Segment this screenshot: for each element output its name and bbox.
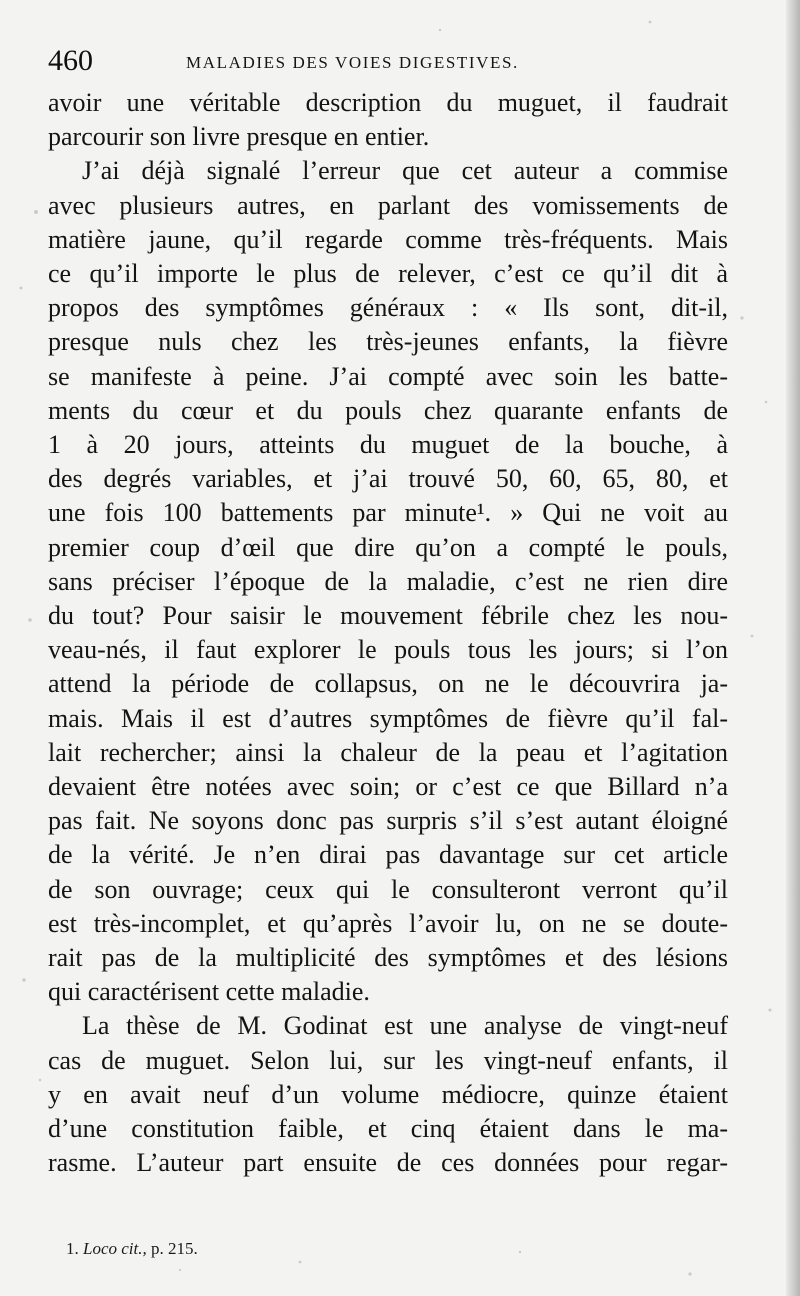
text-line: de son ouvrage; ceux qui le consulteront verront qu’il — [48, 874, 728, 904]
text-line: ments du cœur et du pouls chez quarante enfants de — [48, 395, 728, 425]
footnote — [66, 1238, 198, 1260]
text-line: 1 à 20 jours, atteints du muguet de la bouche, à — [48, 430, 728, 460]
text-line: presque nuls chez les très-jeunes enfants, la fièvre — [48, 327, 728, 357]
page-header — [48, 44, 738, 80]
text-line: cas de muguet. Selon lui, sur les vingt-neuf enfants, il — [48, 1045, 728, 1075]
text-line: devaient être notées avec soin; or c’est ce que Billard n’a — [48, 772, 728, 802]
text-line: une fois 100 battements par minute¹. » Qui ne voit au — [48, 498, 728, 528]
text-line: d’une constitution faible, et cinq étaient dans le ma- — [48, 1114, 728, 1144]
text-line: propos des symptômes généraux : « Ils sont, dit-il, — [48, 293, 728, 323]
text-line: attend la période de collapsus, on ne le découvrira ja- — [48, 669, 728, 699]
footnote-number: 1. — [66, 1239, 79, 1258]
text-line: sans préciser l’époque de la maladie, c’est ne rien dire — [48, 566, 728, 596]
body-text — [48, 86, 728, 1181]
text-line: rasme. L’auteur part ensuite de ces données pour regar- — [48, 1148, 728, 1178]
text-line: veau-nés, il faut explorer le pouls tous les jours; si l’on — [48, 635, 728, 665]
text-line: avec plusieurs autres, en parlant des vomissements de — [48, 190, 728, 220]
text-line: parcourir son livre presque en entier. — [48, 122, 430, 152]
text-line: La thèse de M. Godinat est une analyse de vingt-neuf — [82, 1011, 728, 1041]
text-line: J’ai déjà signalé l’erreur que cet auteur a commise — [82, 156, 728, 186]
text-line: mais. Mais il est d’autres symptômes de fièvre qu’il fal- — [48, 703, 728, 733]
text-line: rait pas de la multiplicité des symptômes et des lésions — [48, 943, 728, 973]
text-line: pas fait. Ne soyons donc pas surpris s’il s’est autant éloigné — [48, 806, 728, 836]
footnote-citation: Loco cit., — [83, 1239, 147, 1258]
text-line: est très-incomplet, et qu’après l’avoir lu, on ne se doute- — [48, 908, 728, 938]
text-line: matière jaune, qu’il regarde comme très-fréquents. Mais — [48, 224, 728, 254]
text-line: des degrés variables, et j’ai trouvé 50, 60, 65, 80, et — [48, 464, 728, 494]
page-number: 460 — [48, 44, 93, 77]
page-edge-shadow — [786, 0, 800, 1296]
text-line: avoir une véritable description du muguet, il faudrait — [48, 88, 728, 117]
text-line: qui caractérisent cette maladie. — [48, 977, 370, 1007]
footnote-page: p. 215. — [151, 1239, 198, 1258]
text-line: y en avait neuf d’un volume médiocre, quinze étaient — [48, 1079, 728, 1109]
text-line: ce qu’il importe le plus de relever, c’est ce qu’il dit à — [48, 259, 728, 289]
text-line: lait rechercher; ainsi la chaleur de la peau et l’agitation — [48, 737, 728, 767]
text-line: de la vérité. Je n’en dirai pas davantage sur cet article — [48, 840, 728, 870]
text-line: du tout? Pour saisir le mouvement fébrile chez les nou- — [48, 601, 728, 631]
running-head: MALADIES DES VOIES DIGESTIVES. — [186, 53, 519, 72]
text-line: premier coup d’œil que dire qu’on a compté le pouls, — [48, 532, 728, 562]
text-line: se manifeste à peine. J’ai compté avec soin les batte- — [48, 361, 728, 391]
